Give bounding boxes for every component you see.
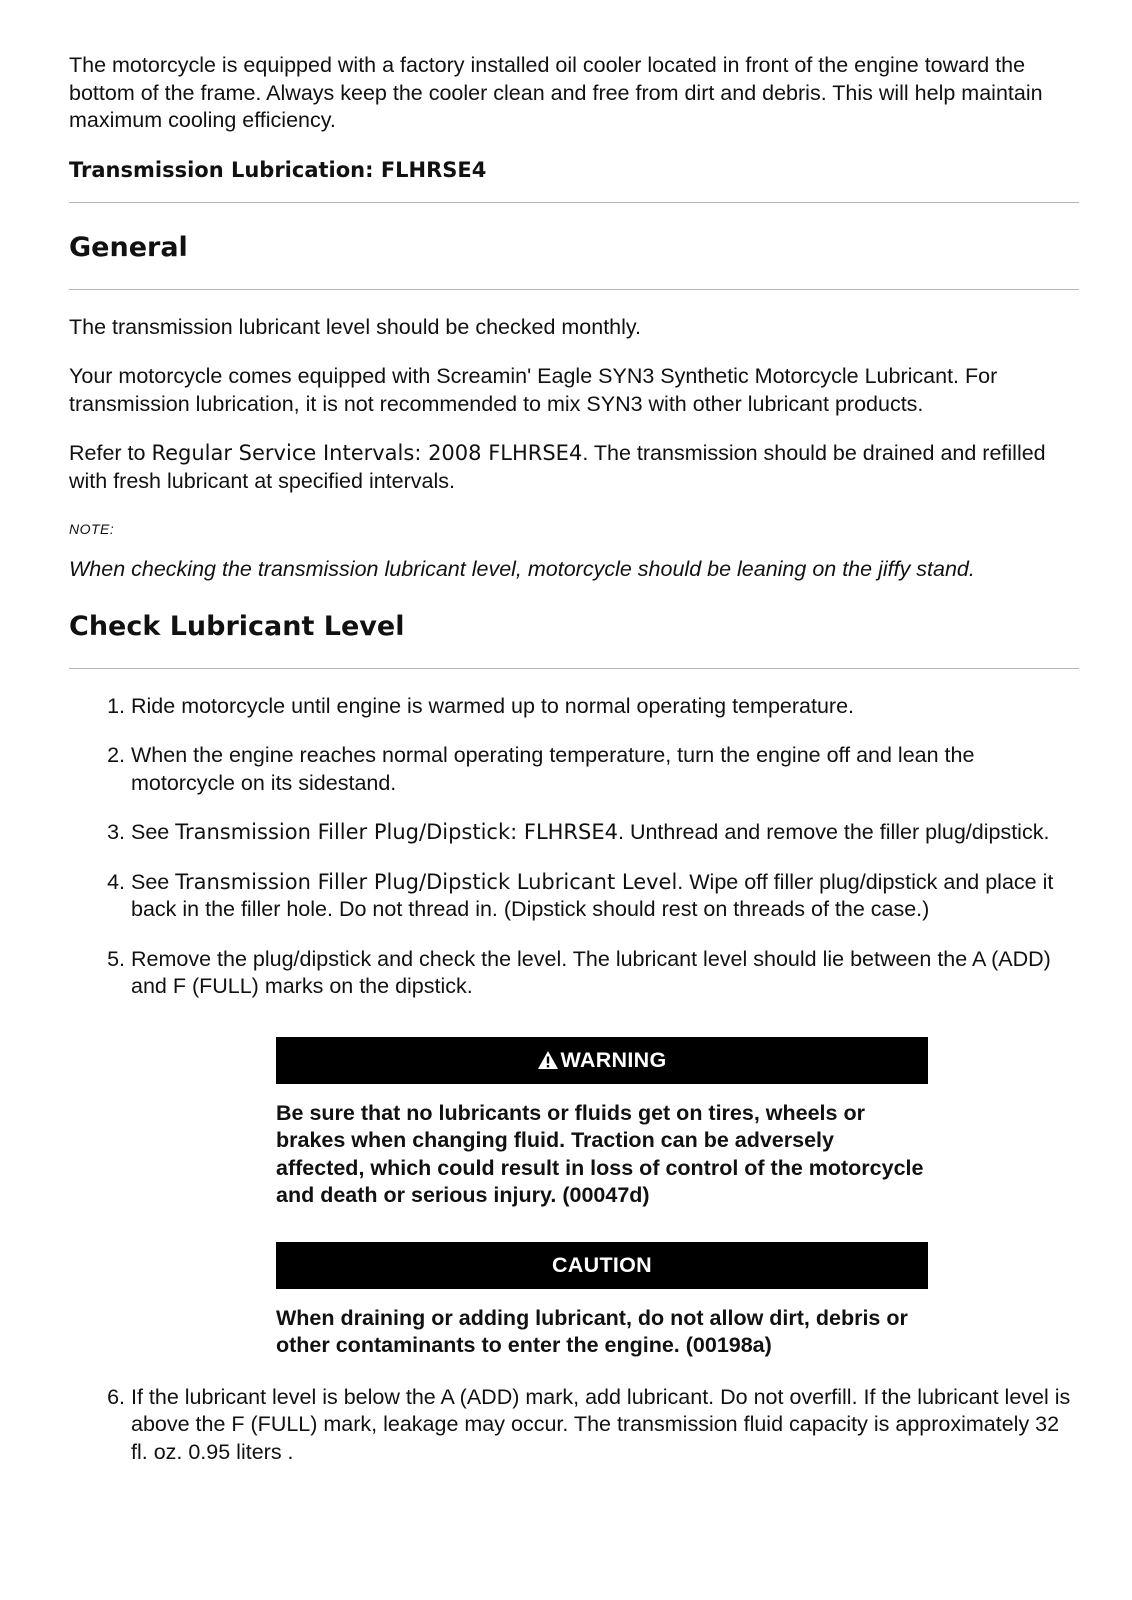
- section-title: Transmission Lubrication: FLHRSE4: [69, 157, 487, 182]
- step-text: When the engine reaches normal operating temperature, turn the engine off and lean the motorcycle on its sidestand.: [131, 743, 975, 795]
- steps-list-continued: [69, 1384, 1079, 1467]
- caution-label: CAUTION: [551, 1252, 653, 1277]
- filler-plug-dipstick-link[interactable]: Transmission Filler Plug/Dipstick: FLHRSE4: [175, 820, 618, 844]
- caution-header: [276, 1242, 928, 1289]
- list-item: [69, 742, 1079, 797]
- step-text: Ride motorcycle until engine is warmed up to normal operating temperature.: [131, 693, 855, 718]
- step-number: 6.: [107, 1384, 125, 1409]
- step-number: 5.: [107, 946, 125, 971]
- list-item: [69, 1384, 1079, 1467]
- general-para-2: Your motorcycle comes equipped with Screamin' Eagle SYN3 Synthetic Motorcycle Lubricant. For transmission lubrication, it is not recommended to mix SYN3 with other lubricant products.: [69, 364, 998, 416]
- step-number: 2.: [107, 743, 125, 767]
- step-text: Remove the plug/dipstick and check the level. The lubricant level should lie between the A (ADD) and F (FULL) marks on the dipstick.: [131, 946, 1051, 998]
- para-3-suffix: . The transmission should be drained and refilled with fresh lubricant at specified intervals.: [69, 441, 1046, 493]
- warning-label: WARNING: [560, 1047, 667, 1072]
- list-item: [69, 693, 1079, 721]
- step-number: 3.: [107, 820, 125, 844]
- caution-box: [276, 1242, 928, 1360]
- manual-page: [69, 52, 1079, 1466]
- dipstick-lubricant-level-link[interactable]: Transmission Filler Plug/Dipstick Lubricant Level: [175, 869, 678, 894]
- caution-text: When draining or adding lubricant, do not allow dirt, debris or other contaminants to enter the engine. (00198a): [276, 1305, 908, 1357]
- note-label: NOTE:: [69, 521, 115, 537]
- list-item: [69, 946, 1079, 1001]
- divider: [69, 668, 1079, 669]
- step-suffix: . Unthread and remove the filler plug/dipstick.: [618, 820, 1050, 844]
- step-prefix: See: [131, 869, 176, 894]
- regular-service-intervals-link[interactable]: Regular Service Intervals: 2008 FLHRSE4: [151, 441, 583, 465]
- general-para-3: [69, 440, 1079, 495]
- general-para-1: The transmission lubricant level should be checked monthly.: [69, 314, 642, 339]
- warning-header: [276, 1037, 928, 1084]
- oil-cooler-paragraph: The motorcycle is equipped with a factory installed oil cooler located in front of the engine toward the bottom of the frame. Always keep the cooler clean and free from dirt and debris. This will help maintain maximum cooling efficiency.: [69, 53, 1043, 132]
- warning-triangle-icon: [537, 1050, 559, 1070]
- warning-text: Be sure that no lubricants or fluids get on tires, wheels or brakes when changing fluid. Traction can be adversely affected, which could result in loss of control of the motorcycle and death or serious injury. (00047d): [276, 1100, 924, 1207]
- note-text: When checking the transmission lubricant level, motorcycle should be leaning on the jiffy stand.: [69, 557, 975, 581]
- para-3-prefix: Refer to: [69, 441, 152, 465]
- step-text: If the lubricant level is below the A (ADD) mark, add lubricant. Do not overfill. If the lubricant level is above the F (FULL) mark, leakage may occur. The transmission fluid capacity is approximately 32 fl. oz. 0.95 liters .: [131, 1384, 1071, 1464]
- steps-list: [69, 693, 1079, 1001]
- step-text: [125, 819, 1079, 847]
- check-lubricant-heading: Check Lubricant Level: [69, 610, 405, 642]
- divider: [69, 289, 1079, 290]
- divider: [69, 202, 1079, 203]
- list-item: [69, 869, 1079, 924]
- step-prefix: See: [131, 820, 176, 844]
- step-number: 4.: [107, 869, 125, 894]
- list-item: [69, 819, 1079, 847]
- general-heading: General: [69, 231, 188, 263]
- step-text: [125, 869, 1079, 924]
- step-number: 1.: [107, 693, 125, 718]
- step-suffix: . Wipe off filler plug/dipstick and place it back in the filler hole. Do not thread in. (Dipstick should rest on threads of the case.): [131, 869, 1054, 921]
- warning-box: [276, 1037, 928, 1210]
